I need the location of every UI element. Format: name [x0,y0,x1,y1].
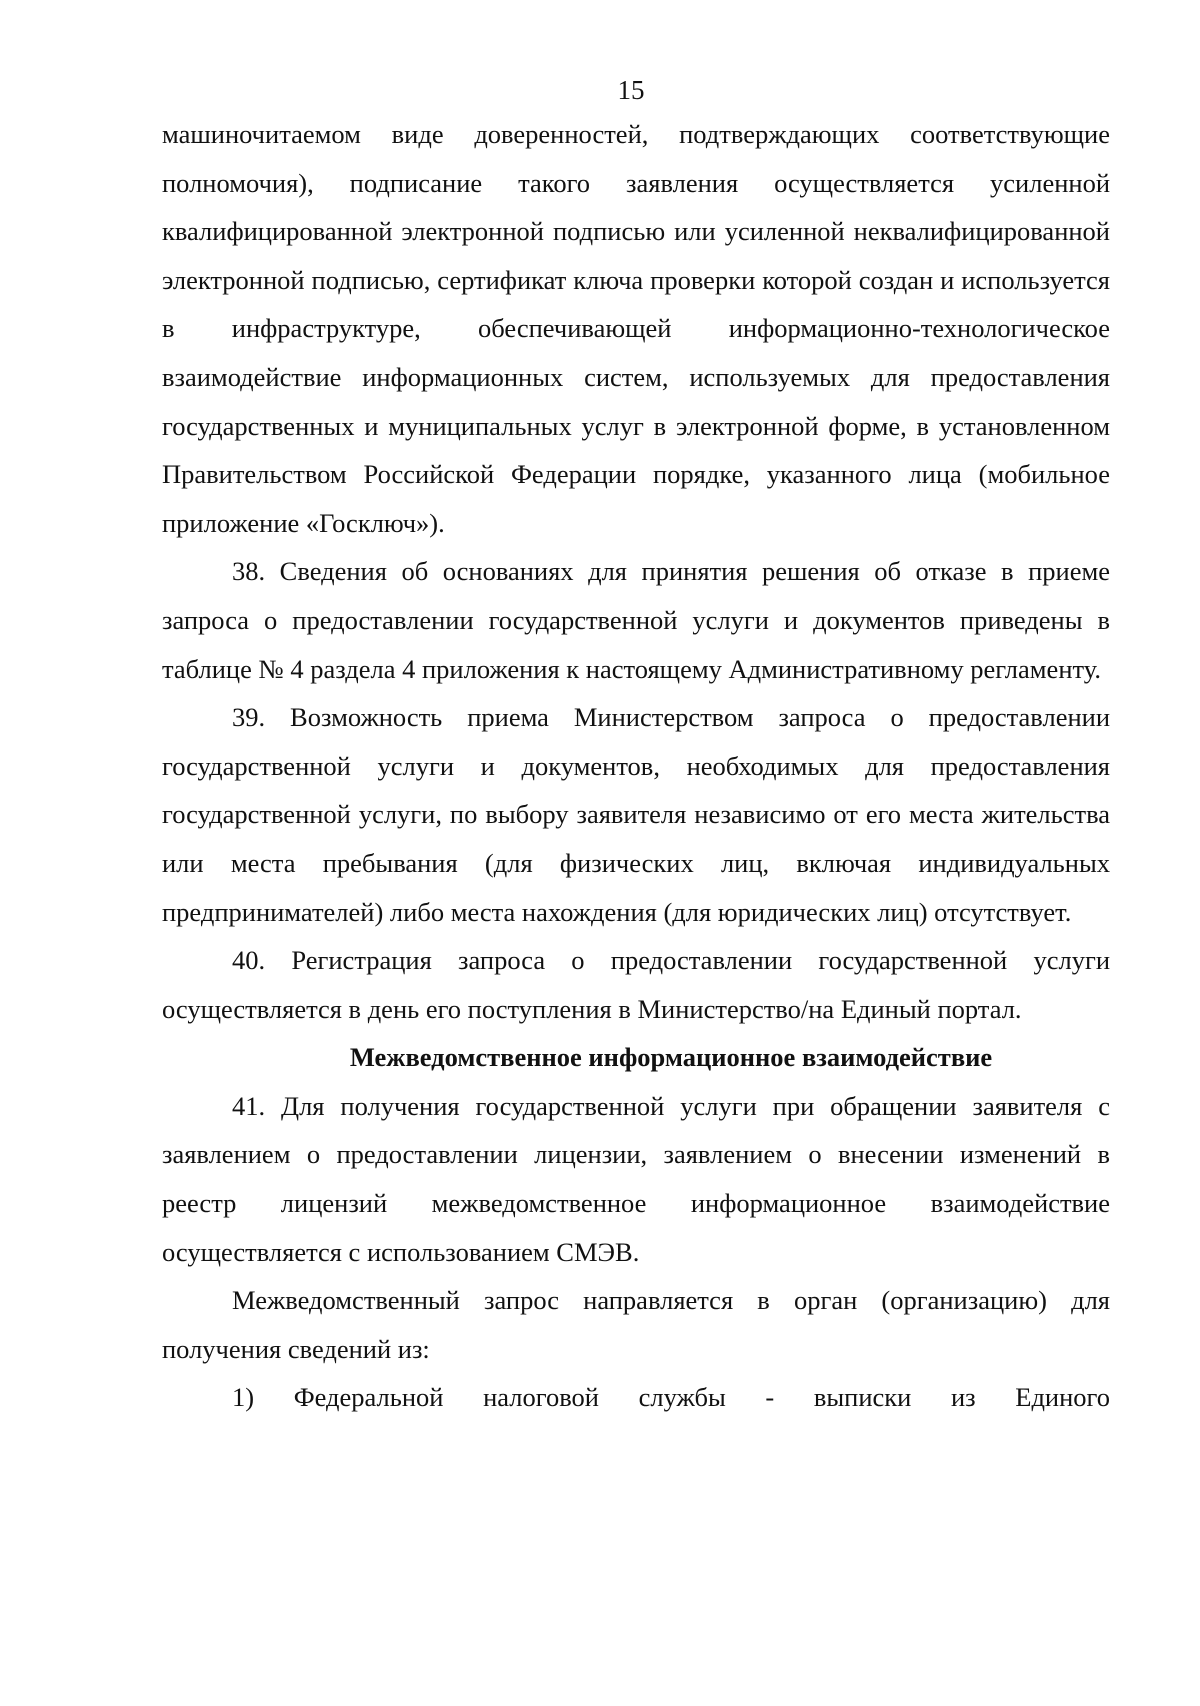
paragraph-40: 40. Регистрация запроса о предоставлении государственной услуги осуществляется в день его поступления в Министерство/на Единый портал. [162,945,1110,1024]
document-body [162,110,1110,1422]
page-number: 15 [617,75,645,105]
list-item-1: 1) Федеральной налоговой службы - выписки из Единого [232,1382,1110,1413]
section-heading: Межведомственное информационное взаимодействие [349,1042,993,1073]
paragraph-38: 38. Сведения об основаниях для принятия решения об отказе в приеме запроса о предоставлении государственной услуги и документов приведены в таблице № 4 раздела 4 приложения к настоящему Административному регламенту. [162,556,1110,684]
paragraph-41: 41. Для получения государственной услуги при обращении заявителя с заявлением о предоставлении лицензии, заявлением о внесении изменений в реестр лицензий межведомственное информационное взаимодействие осуществляется с использованием СМЭВ. [162,1090,1110,1267]
paragraph-continuation: машиночитаемом виде доверенностей, подтверждающих соответствующие полномочия), подписание такого заявления осуществляется усиленной квалифицированной электронной подписью или усиленной неквалифицированной электронной подписью, сертификат ключа проверки которой создан и используется в инфраструктуре, обеспечивающей информационно-технологическое взаимодействие информационных систем, используемых для предоставления государственных и муниципальных услуг в электронной форме, в установленном Правительством Российской Федерации порядке, указанного лица (мобильное приложение «Госключ»). [162,119,1110,538]
paragraph-39: 39. Возможность приема Министерством запроса о предоставлении государственной услуги и документов, необходимых для предоставления государственной услуги, по выбору заявителя независимо от его места жительства или места пребывания (для физических лиц, включая индивидуальных предпринимателей) либо места нахождения (для юридических лиц) отсутствует. [162,702,1110,927]
paragraph-interagency-request: Межведомственный запрос направляется в орган (организацию) для получения сведений из: [162,1285,1110,1364]
